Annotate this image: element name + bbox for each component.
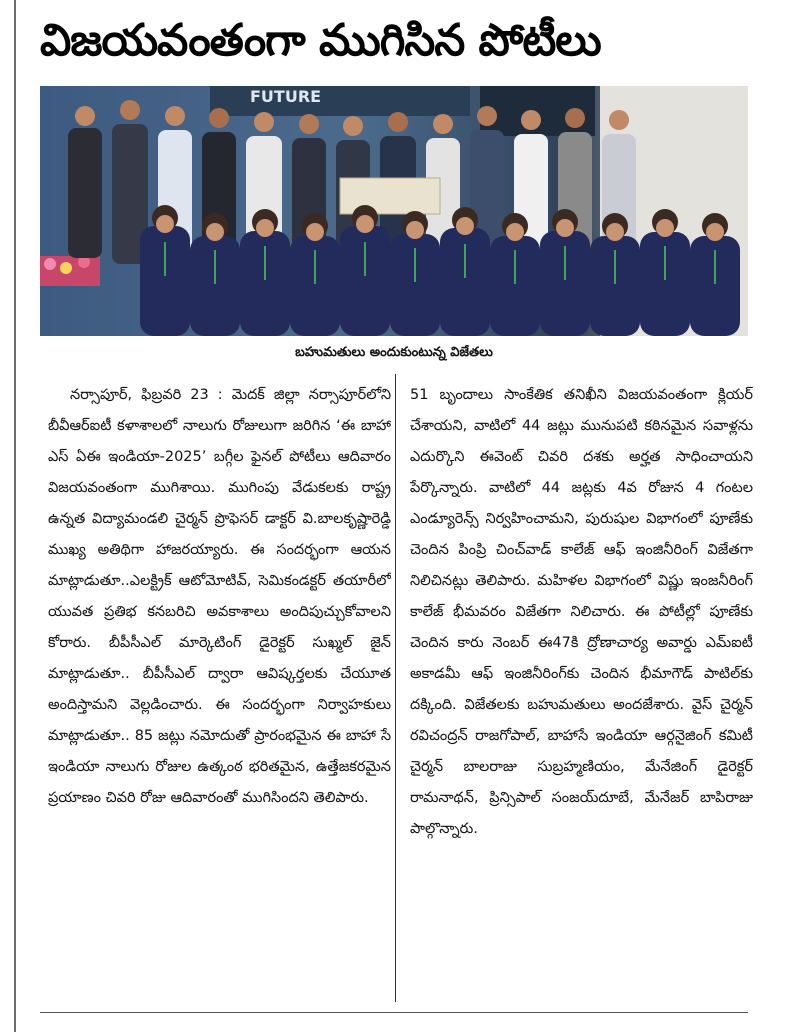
bottom-rule (40, 1012, 748, 1013)
article-column-right (410, 380, 753, 1006)
article-text-left: నర్సాపూర్, ఫిబ్రవరి 23 : మెదక్ జిల్లా నర్సాపూర్‌లోని బీవీఆర్ఐటీ కళాశాలలో నాలుగు రోజులుగా జరిగిన ‘ఈ బాహా ఎస్ ఏఈ ఇండియా-2025’ బగ్గీల ఫైనల్ పోటీలు ఆదివారం విజయవంతంగా ముగిశాయి. ముగింపు వేడుకలకు రాష్ట్ర ఉన్నత విద్యామండలి చైర్మన్ ప్రొఫెసర్ డాక్టర్ వి.బాలకృష్ణారెడ్డి ముఖ్య అతిథిగా హాజరయ్యారు. ఈ సందర్భంగా ఆయన మాట్లాడుతూ..ఎలక్ట్రిక్ ఆటోమోటివ్, సెమికండక్టర్ తయారీలో యువత ప్రతిభ కనబరిచి అవకాశాలు అందిపుచ్చుకోవాలని కోరారు. బీపీసీఎల్ మార్కెటింగ్ డైరెక్టర్ సుఖ్మల్ జైన్ మాట్లాడుతూ.. బీపీసీఎల్ ద్వారా ఆవిష్కర్తలకు చేయూత అందిస్తామని వెల్లడించారు. ఈ సందర్భంగా నిర్వాహకులు మాట్లాడుతూ.. 85 జట్లు నమోదుతో ప్రారంభమైన ఈ బాహా సే ఇండియా నాలుగు రోజుల ఉత్కంఠ భరితమైన, ఉత్తేజకరమైన ప్రయాణం చివరి రోజు ఆదివారంతో ముగిసిందని తెలిపారు. (48, 387, 391, 806)
column-divider (395, 374, 396, 1002)
headline: విజయవంతంగా ముగిసిన పోటీలు (40, 15, 601, 66)
left-margin-rule (14, 0, 16, 1032)
article-column-left (48, 380, 391, 1006)
award-ceremony-photo (40, 86, 748, 336)
banner-text: FUTURE (250, 87, 322, 106)
article-text-right: 51 బృందాలు సాంకేతిక తనిఖీని విజయవంతంగా క్లియర్ చేశాయని, వాటిలో 44 జట్లు మునుపటి కఠినమైన సవాళ్లను ఎదుర్కొని ఈవెంట్ చివరి దశకు అర్హత సాధించాయని పేర్కొన్నారు. వాటిలో 44 జట్లకు 4వ రోజున 4 గంటల ఎండ్యూరెన్స్ నిర్వహించామని, పురుషుల విభాగంలో పూణేకు చెందిన పింప్రి చించ్‌వాడ్ కాలేజ్ ఆఫ్ ఇంజినీరింగ్ విజేతగా నిలిచినట్లు తెలిపారు. మహిళల విభాగంలో విష్ణు ఇంజనీరింగ్ కాలేజ్ భీమవరం విజేతగా నిలిచారు. ఈ పోటీల్లో పూణేకు చెందిన కారు నెంబర్ ఈ47కి ద్రోణాచార్య అవార్డు ఎమ్ఐటీ అకాడమీ ఆఫ్ ఇంజినీరింగ్‌కు చెందిన భీమాగౌడ్ పాటిల్‌కు దక్కింది. విజేతలకు బహుమతులు అందజేశారు. వైస్ చైర్మన్ రవిచంద్రన్ రాజగోపాల్, బాహాసే ఇండియా ఆర్గనైజింగ్ కమిటీ చైర్మన్ బాలరాజు సుబ్రహ్మణియం, మేనేజింగ్ డైరెక్టర్ రామనాథన్, ప్రిన్సిపాల్ సంజయ్‌దూబే, మేనేజర్ బాపిరాజు పాల్గొన్నారు. (410, 387, 753, 837)
photo-caption: బహుమతులు అందుకుంటున్న విజేతలు (295, 345, 493, 360)
